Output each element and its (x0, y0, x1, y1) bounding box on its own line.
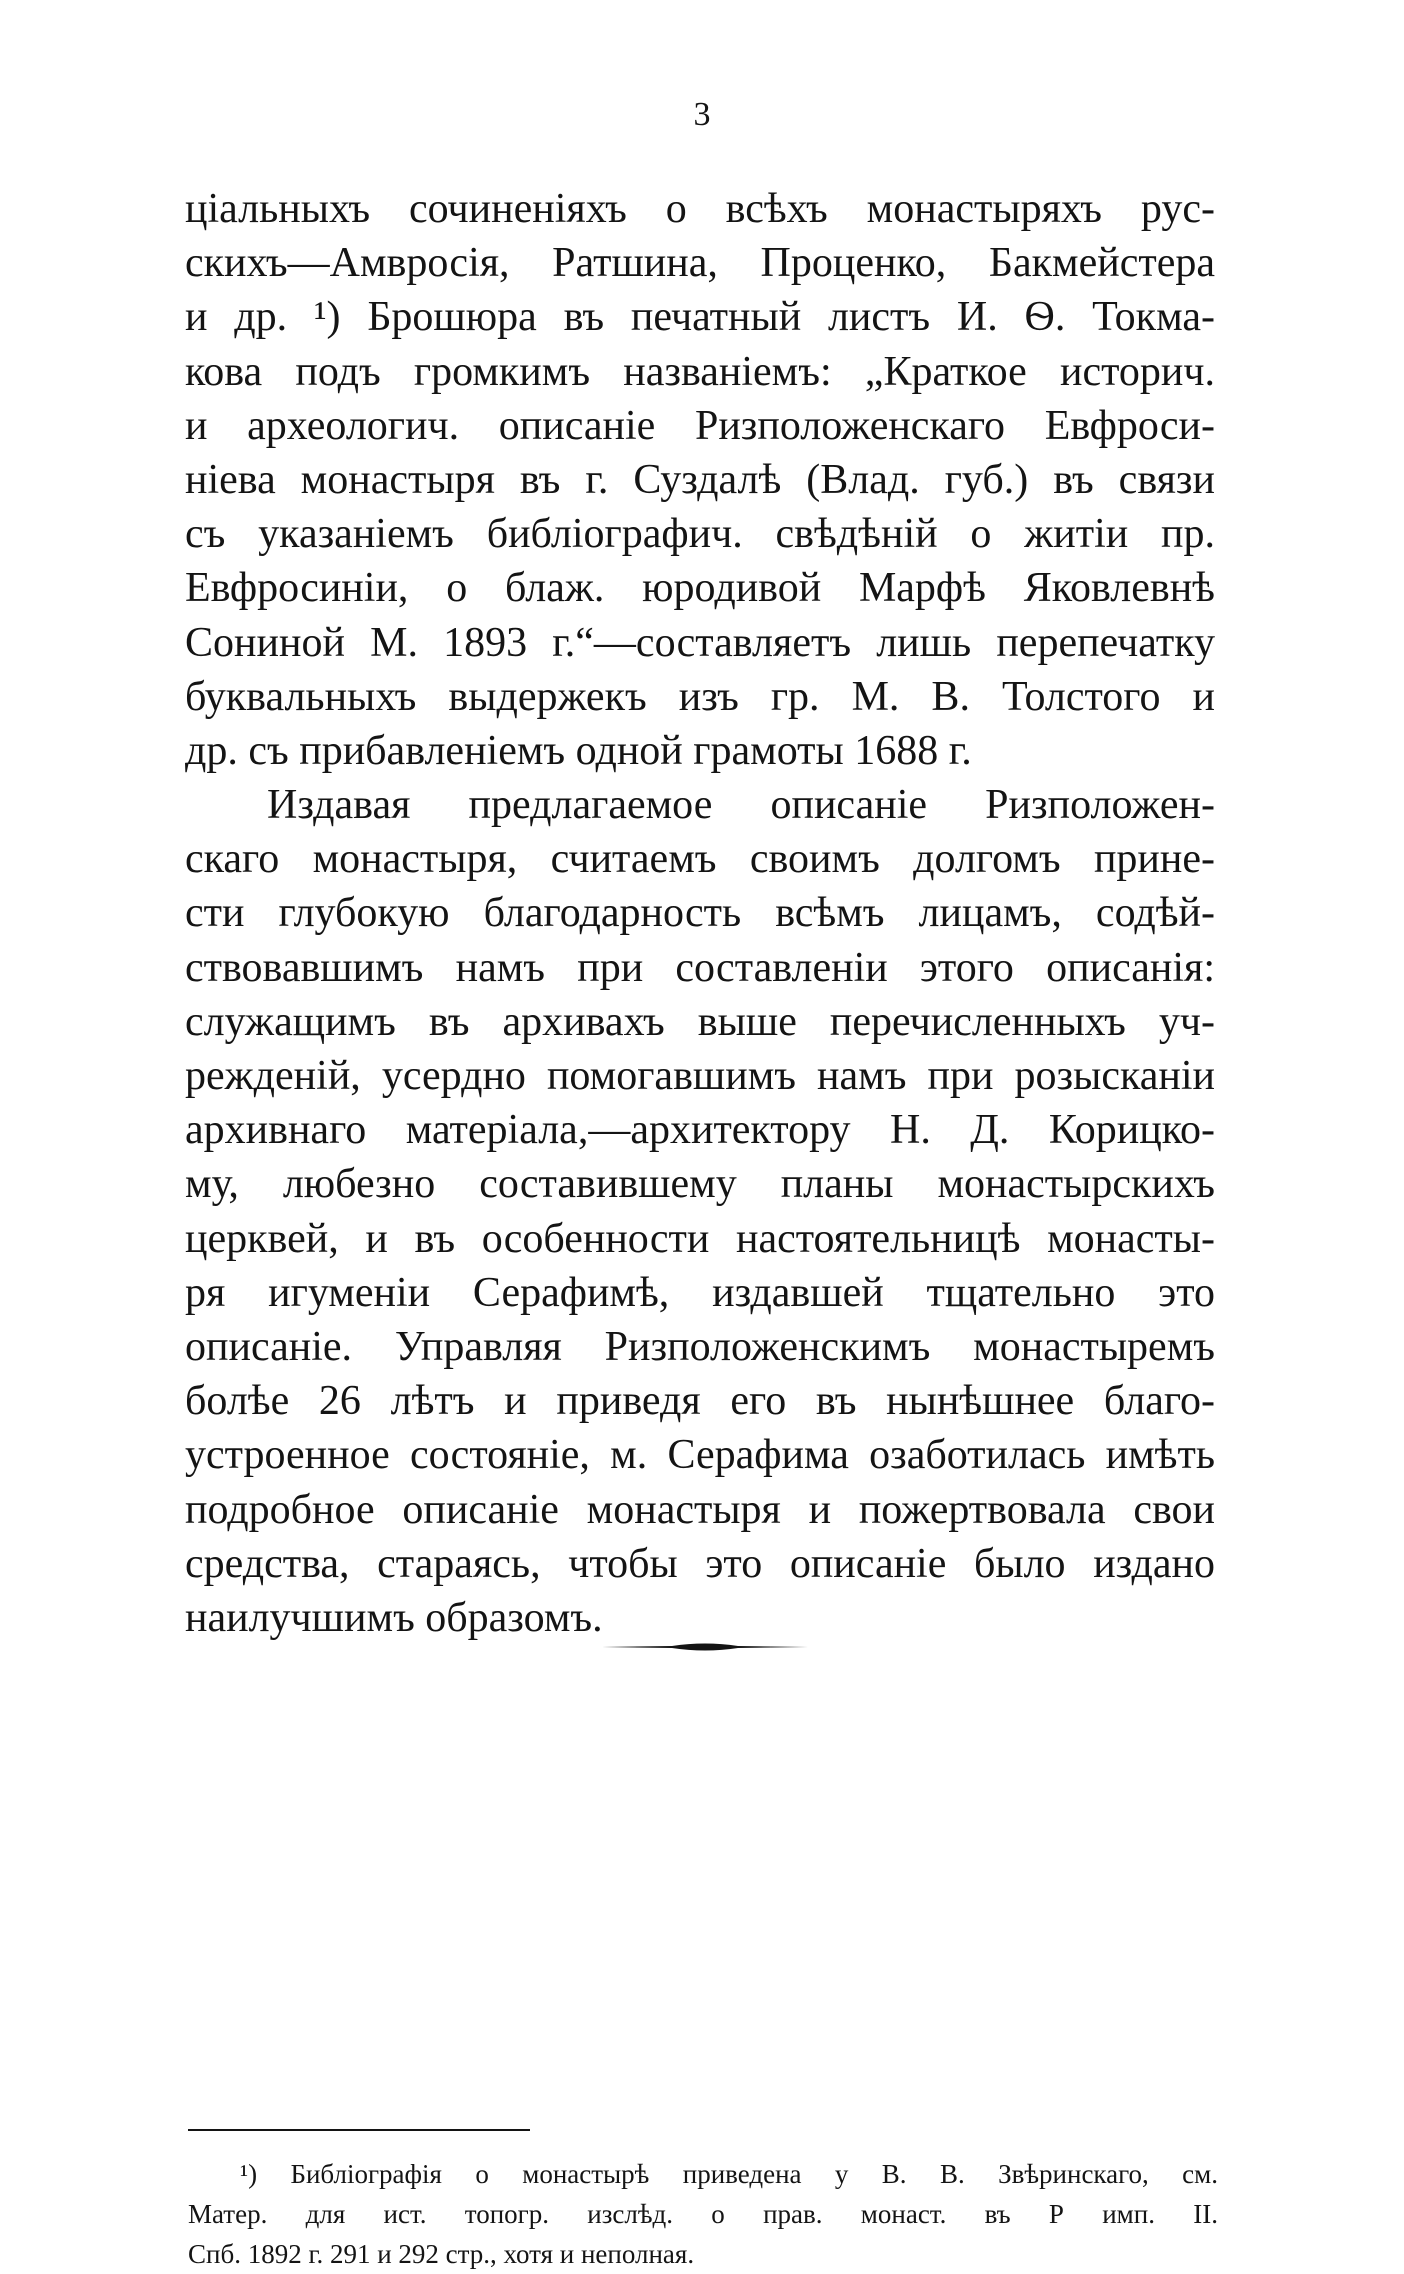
text-line: Евфросиніи, о блаж. юродивой Марфѣ Яковлевнѣ (185, 565, 1215, 612)
text-line: съ указаніемъ библіографич. свѣдѣній о житіи пр. (185, 511, 1215, 558)
text-line: ціальныхъ сочиненіяхъ о всѣхъ монастыряхъ рус- (185, 186, 1215, 232)
text-line: устроенное состояніе, м. Серафима озаботилась имѣть (185, 1432, 1215, 1479)
text-line: скаго монастыря, считаемъ своимъ долгомъ прине- (185, 836, 1215, 883)
text-line: подробное описаніе монастыря и пожертвовала свои (185, 1486, 1215, 1533)
page-number: 3 (693, 96, 711, 133)
footnote-line: Матер. для ист. топогр. изслѣд. о прав. монаст. въ Р имп. II. (188, 2199, 1218, 2229)
text-line: сти глубокую благодарность всѣмъ лицамъ, содѣй- (185, 890, 1215, 937)
text-line: скихъ—Амвросія, Ратшина, Проценко, Бакмейстера (185, 240, 1215, 287)
text-line: режденій, усердно помогавшимъ намъ при розысканіи (185, 1053, 1215, 1099)
text-line: ря игуменіи Серафимѣ, издавшей тщательно это (185, 1269, 1215, 1316)
text-line: др. съ прибавленіемъ одной грамоты 1688 г. (185, 727, 972, 774)
text-line: ніева монастыря въ г. Суздалѣ (Влад. губ.) въ связи (185, 456, 1215, 503)
paragraph-start-line: Издавая предлагаемое описаніе Ризположен- (267, 782, 1215, 829)
text-line: средства, стараясь, чтобы это описаніе было издано (185, 1540, 1215, 1587)
text-line: архивнаго матеріала,—архитектору Н. Д. Корицко- (185, 1107, 1215, 1154)
text-line: Сониной М. 1893 г.“—составляетъ лишь перепечатку (185, 619, 1215, 666)
footnote-separator (188, 2129, 530, 2131)
footnotes (188, 2154, 1218, 2274)
text-line: и археологич. описаніе Ризположенскаго Евфроси- (185, 402, 1215, 449)
text-line: му, любезно составившему планы монастырскихъ (185, 1161, 1215, 1208)
text-line: ствовавшимъ намъ при составленіи этого описанія: (185, 944, 1215, 991)
text-line: и др. ¹) Брошюра въ печатный листъ И. Ѳ. Токма- (185, 294, 1215, 341)
text-line: кова подъ громкимъ названіемъ: „Краткое историч. (185, 348, 1215, 395)
text-line: буквальныхъ выдержекъ изъ гр. М. В. Толстого и (185, 673, 1215, 720)
body-text (185, 182, 1215, 1645)
text-line: служащимъ въ архивахъ выше перечисленныхъ уч- (185, 998, 1215, 1045)
text-line: церквей, и въ особенности настоятельницѣ монасты- (185, 1215, 1215, 1262)
footnote-line: ¹) Библіографія о монастырѣ приведена у В. В. Звѣринскаго, см. (240, 2159, 1218, 2189)
text-line: описаніе. Управляя Ризположенскимъ монастыремъ (185, 1323, 1215, 1370)
text-line: болѣе 26 лѣтъ и приведя его въ нынѣшнее благо- (185, 1378, 1215, 1425)
text-line: наилучшимъ образомъ. (185, 1594, 603, 1641)
footnote-line: Спб. 1892 г. 291 и 292 стр., хотя и неполная. (188, 2239, 695, 2269)
section-end-ornament (602, 1641, 808, 1653)
